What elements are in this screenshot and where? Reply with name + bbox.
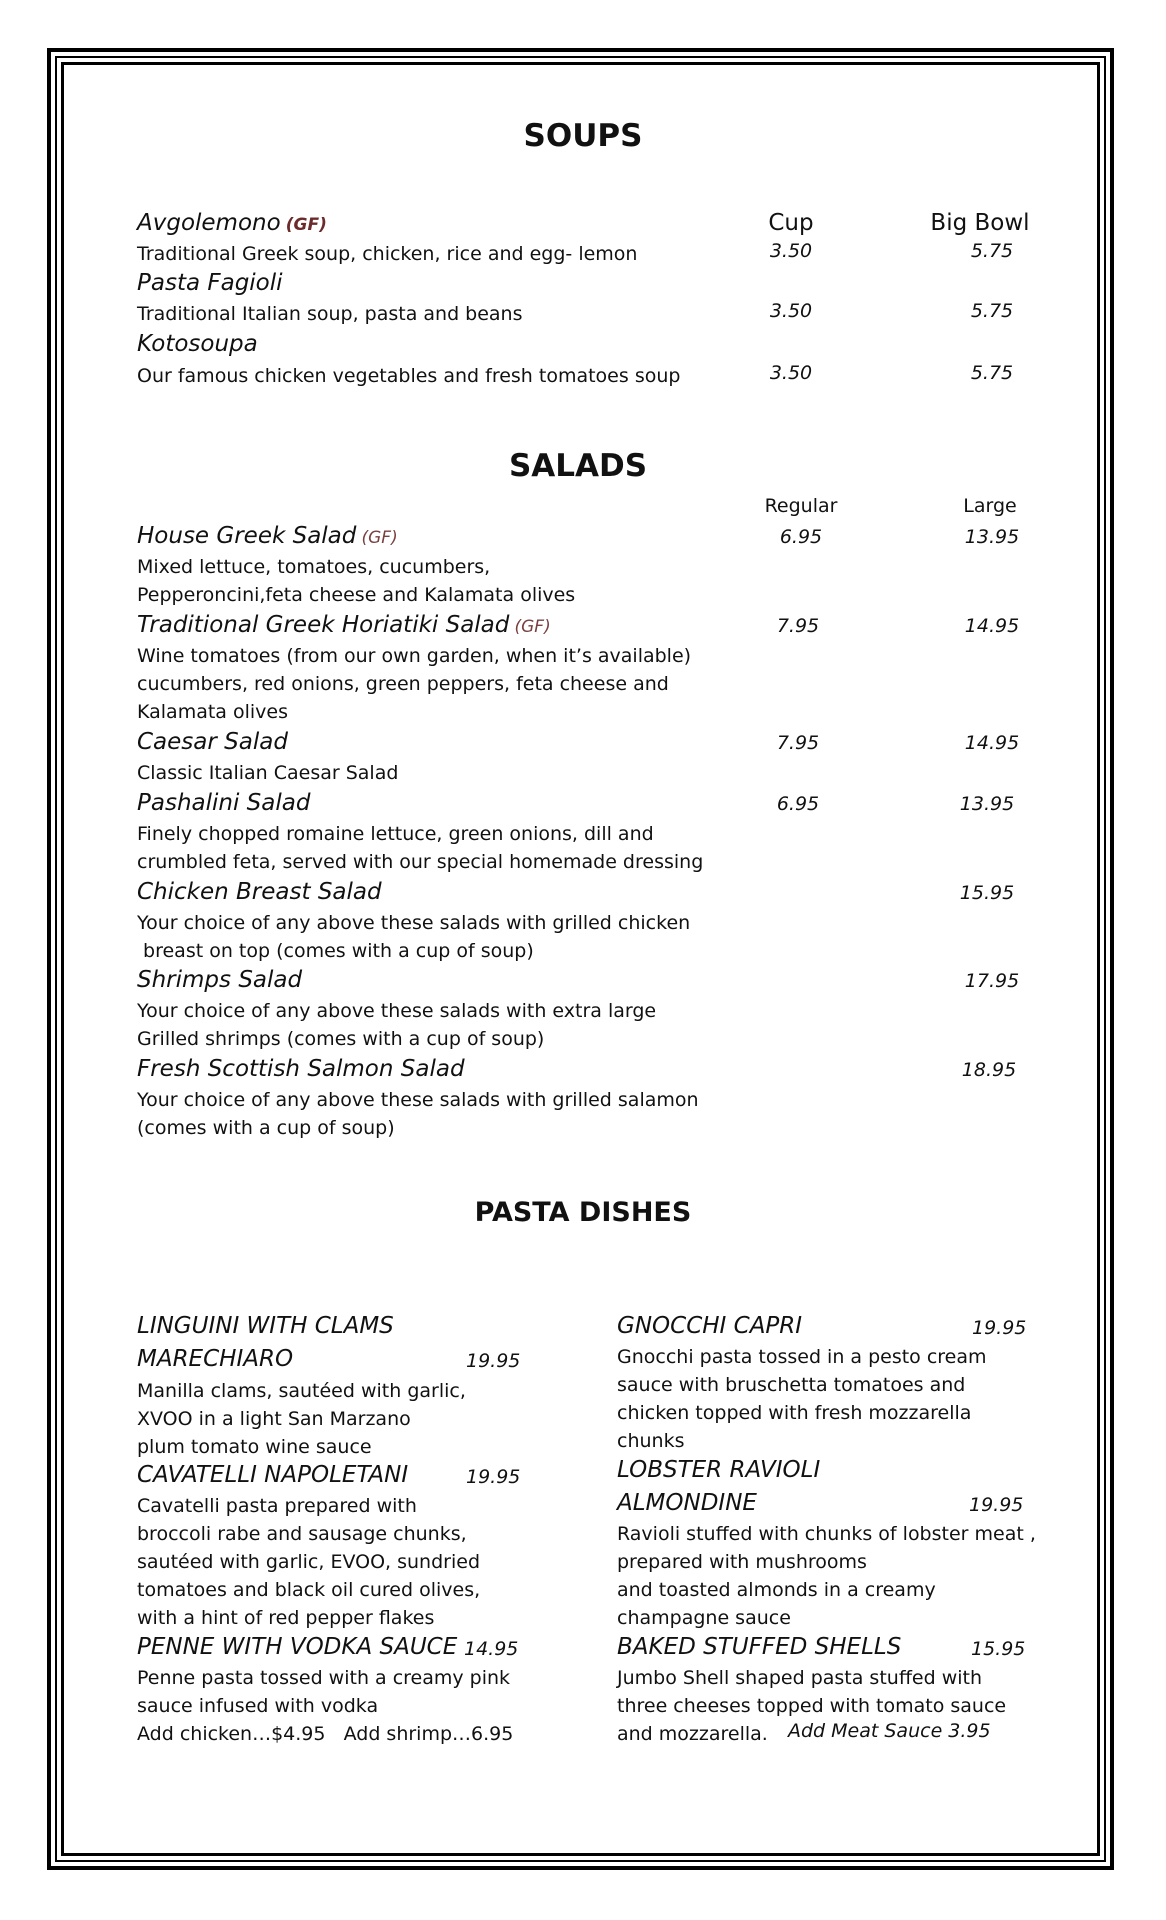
pasta-desc: chicken topped with fresh mozzarella [617,1402,972,1424]
salad-price-regular: 7.95 [776,732,820,754]
salad-desc: Wine tomatoes (from our own garden, when it’s available) [137,645,692,667]
pasta-desc: Manilla clams, sautéed with garlic, [137,1380,466,1402]
pasta-name: PENNE WITH VODKA SAUCE [137,1634,458,1660]
soups-col-cup: Cup [768,210,814,236]
pasta-desc: chunks [617,1430,685,1452]
salad-name: Chicken Breast Salad [137,879,382,905]
salad-name: Traditional Greek Horiatiki Salad [137,612,510,638]
pasta-price: 19.95 [466,1466,521,1488]
pasta-addon: Add Meat Sauce 3.95 [788,1720,991,1742]
salad-desc: Classic Italian Caesar Salad [137,762,399,784]
pasta-desc: Penne pasta tossed with a creamy pink [137,1667,511,1689]
pasta-desc: and toasted almonds in a creamy [617,1579,936,1601]
salad-desc: crumbled feta, served with our special homemade dressing [137,851,704,873]
pasta-price: 19.95 [466,1350,521,1372]
soup-price-bowl: 5.75 [970,240,1014,262]
soups-col-bigbowl: Big Bowl [930,210,1030,236]
salad-price-large: 15.95 [959,882,1015,904]
salad-price-large: 14.95 [964,615,1020,637]
salad-desc: Kalamata olives [137,701,288,723]
pasta-desc: XVOO in a light San Marzano [137,1408,411,1430]
salads-col-large: Large [963,495,1017,517]
pasta-name: ALMONDINE [617,1490,757,1516]
gf-tag: (GF) [514,617,551,637]
salad-desc: Mixed lettuce, tomatoes, cucumbers, [137,556,491,578]
salad-name: Shrimps Salad [137,967,303,993]
gf-tag: (GF) [285,215,327,235]
pasta-desc: Gnocchi pasta tossed in a pesto cream [617,1346,987,1368]
gf-tag: (GF) [361,528,398,548]
salad-desc: Your choice of any above these salads with grilled salamon [137,1089,699,1111]
salad-price-regular: 7.95 [776,615,820,637]
soup-price-cup: 3.50 [769,240,813,262]
soup-price-cup: 3.50 [769,362,813,384]
pasta-desc: three cheeses topped with tomato sauce [617,1695,1007,1717]
pasta-price: 19.95 [972,1317,1027,1339]
salad-desc: Your choice of any above these salads with grilled chicken [137,912,691,934]
salad-name: Fresh Scottish Salmon Salad [137,1056,465,1082]
pasta-price: 19.95 [969,1494,1024,1516]
pasta-desc: with a hint of red pepper flakes [137,1607,435,1629]
pasta-name: BAKED STUFFED SHELLS [617,1634,902,1660]
pasta-desc: prepared with mushrooms [617,1551,867,1573]
pasta-name: CAVATELLI NAPOLETANI [137,1462,409,1488]
soup-price-cup: 3.50 [769,300,813,322]
salad-price-large: 13.95 [964,526,1020,548]
salad-name: House Greek Salad [137,523,357,549]
pasta-desc: Cavatelli pasta prepared with [137,1495,417,1517]
pasta-name: LINGUINI WITH CLAMS [137,1313,394,1339]
pasta-price: 15.95 [971,1638,1026,1660]
soup-desc: Our famous chicken vegetables and fresh tomatoes soup [137,365,681,387]
soup-name: Kotosoupa [137,331,258,357]
pasta-name: GNOCCHI CAPRI [617,1313,803,1339]
pasta-desc: champagne sauce [617,1607,791,1629]
salad-price-large: 18.95 [961,1059,1017,1081]
pasta-desc: and mozzarella. [617,1723,768,1745]
salad-desc: (comes with a cup of soup) [137,1117,395,1139]
salad-desc: Your choice of any above these salads with extra large [137,1000,657,1022]
salad-desc: Grilled shrimps (comes with a cup of soup) [137,1028,545,1050]
soup-name: Pasta Fagioli [137,270,283,296]
pasta-desc: sauce infused with vodka [137,1695,379,1717]
pasta-desc: sautéed with garlic, EVOO, sundried [137,1551,481,1573]
salad-desc: breast on top (comes with a cup of soup) [137,940,534,962]
salad-price-regular: 6.95 [779,526,823,548]
soup-name: Avgolemono [137,210,281,236]
pasta-desc: broccoli rabe and sausage chunks, [137,1523,467,1545]
salads-heading: SALADS [508,448,648,484]
soup-price-bowl: 5.75 [970,300,1014,322]
pasta-desc: Add chicken…$4.95 Add shrimp…6.95 [137,1723,514,1745]
salad-price-large: 17.95 [964,970,1020,992]
salad-price-regular: 6.95 [776,793,820,815]
soup-desc: Traditional Italian soup, pasta and beans [137,303,523,325]
pasta-desc: Ravioli stuffed with chunks of lobster meat , [617,1523,1036,1545]
soups-heading: SOUPS [523,118,643,154]
pasta-desc: Jumbo Shell shaped pasta stuffed with [617,1667,983,1689]
salads-col-regular: Regular [764,495,838,517]
salad-name: Pashalini Salad [137,790,311,816]
salad-name: Caesar Salad [137,729,288,755]
pasta-desc: tomatoes and black oil cured olives, [137,1579,481,1601]
pasta-desc: plum tomato wine sauce [137,1436,372,1458]
soup-desc: Traditional Greek soup, chicken, rice and egg- lemon [137,243,638,265]
salad-price-large: 13.95 [959,793,1015,815]
pasta-name: LOBSTER RAVIOLI [617,1457,821,1483]
pasta-desc: sauce with bruschetta tomatoes and [617,1374,966,1396]
pasta-price: 14.95 [464,1638,519,1660]
salad-price-large: 14.95 [964,732,1020,754]
soup-price-bowl: 5.75 [970,362,1014,384]
salad-desc: Finely chopped romaine lettuce, green onions, dill and [137,823,654,845]
salad-desc: Pepperoncini,feta cheese and Kalamata olives [137,584,576,606]
pasta-name: MARECHIARO [137,1346,294,1372]
salad-desc: cucumbers, red onions, green peppers, feta cheese and [137,673,669,695]
pasta-heading: PASTA DISHES [474,1197,692,1228]
